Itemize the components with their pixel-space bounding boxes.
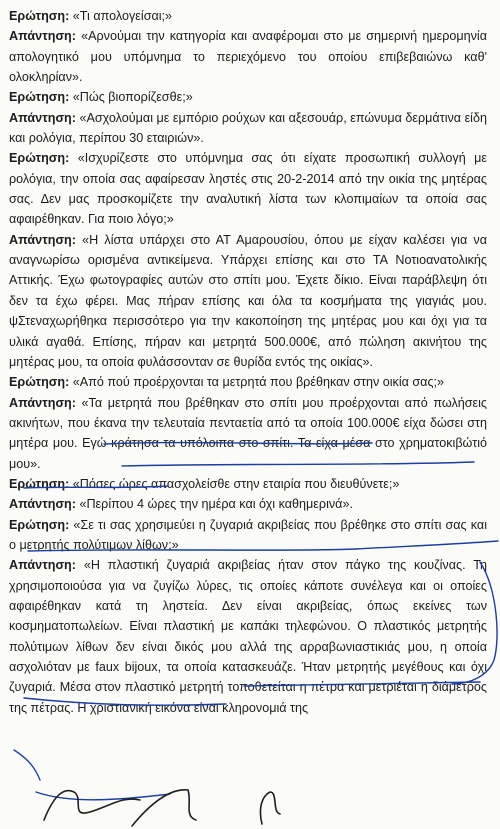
answer-paragraph — [9, 555, 487, 718]
question-label: Ερώτηση: — [9, 90, 70, 105]
question-text: «Τι απολογείσαι;» — [69, 9, 173, 23]
signature-mark — [44, 791, 140, 820]
question-paragraph — [9, 6, 487, 26]
answer-text: «Τα μετρητά που βρέθηκαν στο σπίτι μου προέρχονται από πωλήσεις ακινήτων, που έκανα την τελευταία πενταετία από τα οποία 100.000€ είχα δώσει στη μητέρα μου. Εγώ κράτησα τα υπόλοιπα στο σπίτι. Τα είχα μέσα στο χρηματοκιβώτιό μου». — [9, 395, 487, 471]
pen-margin-mark — [36, 792, 170, 800]
question-label: Ερώτηση: — [9, 375, 70, 390]
answer-text: «Ασχολούμαι με εμπόριο ρούχων και αξεσουάρ, επώνυμα δερμάτινα είδη και ρολόγια, περίπου 30 εταιριών». — [9, 110, 487, 146]
answer-label: Απάντηση: — [9, 110, 76, 125]
answer-text: «Η λίστα υπάρχει στο ΑΤ Αμαρουσίου, όπου με είχαν καλέσει για να αναγνωρίσω ορισμένα αντικείμενα. Υπάρχει επίσης και στο ΤΑ Νοτιοανατολικής Αττικής. Έχω φωτογραφίες αυτών στο σπίτι μου. Έχετε δίκιο. Είναι παράβλεψη ότι δεν τα έχω φέρει. Μας πήραν επίσης και όλα τα κοσμήματα της γιαγιάς μου. ψΣτεναχωρήθηκα περισσότερο για την κακοποίηση της μητέρας μου και όχι για τα υλικά αγαθά. Επίσης, πήραν και μετρητά 500.000€, από πώληση ακινήτου της μητέρας μου, τα οποία φυλάσσονταν σε θυρίδα εντός της οικίας». — [9, 232, 487, 369]
answer-paragraph — [9, 494, 487, 514]
answer-paragraph — [9, 393, 487, 474]
answer-label: Απάντηση: — [9, 29, 76, 44]
question-paragraph — [9, 515, 487, 556]
question-label: Ερώτηση: — [9, 9, 70, 23]
question-paragraph — [9, 474, 487, 494]
answer-paragraph — [9, 230, 487, 372]
answer-label: Απάντηση: — [9, 497, 76, 512]
question-paragraph — [9, 87, 487, 107]
question-text: «Από πού προέρχονται τα μετρητά που βρέθηκαν στην οικία σας;» — [69, 375, 445, 390]
signature-mark — [132, 790, 196, 826]
signature-mark — [260, 792, 280, 824]
question-paragraph — [9, 372, 487, 392]
question-text: «Σε τι σας χρησιμεύει η ζυγαριά ακριβείας που βρέθηκε στο σπίτι σας και ο μετρητής πολύτιμων λίθων;» — [9, 517, 487, 552]
pen-margin-mark — [14, 750, 40, 780]
question-label: Ερώτηση: — [9, 151, 70, 166]
answer-text: «Περίπου 4 ώρες την ημέρα και όχι καθημερινά». — [75, 497, 353, 512]
interrogation-transcript — [9, 6, 487, 718]
question-paragraph — [9, 148, 487, 229]
question-text: «Ισχυρίζεστε στο υπόμνημα σας ότι είχατε προσωπική συλλογή με ρολόγια, την οποία σας αφαίρεσαν ληστές στις 20-2-2014 από την οικία της μητέρας σας. Δεν μας προσκομίζετε την αναλυτική λίστα των κλοπιμαίων τα οποία σας αφαιρέθηκαν. Για ποιο λόγο;» — [9, 151, 487, 227]
answer-paragraph — [9, 108, 487, 149]
answer-label: Απάντηση: — [9, 558, 76, 573]
question-text: «Πόσες ώρες απασχολείσθε στην εταιρία που διευθύνετε;» — [69, 476, 400, 491]
answer-text: «Αρνούμαι την κατηγορία και αναφέρομαι στο με σημερινή ημερομηνία απολογητικό μου υπόμνημα το περιεχόμενο του οποίου επιβεβαιώνω καθ' ολοκληρίαν». — [9, 29, 487, 85]
answer-paragraph — [9, 26, 487, 87]
answer-text: «Η πλαστική ζυγαριά ακριβείας ήταν στον πάγκο της κουζίνας. Τη χρησιμοποιούσα για να ζυγίζω λύρες, τις οποίες κάποτε συνέλεγα και οι οποίες αφαιρέθηκαν κατά τη ληστεία. Δεν είναι ακριβείας, όπως εκείνες των κοσμηματοπωλείων. Είναι πλαστική με καπάκι τηλεφώνου. Ο πλαστικός μετρητής πολύτιμων λίθων δεν είναι δικός μου αλλά της αρραβωνιαστικιάς μου, η οποία ασχολιόταν με faux bijoux, τα οποία κατασκευάζε. Ήταν μετρητής μεγέθους και όχι ζυγαριά. Μέσα στον πλαστικό μετρητή τοποθετείται η πέτρα και μετριέται η διάμετρος της πέτρας. Η χριστιανική εικόνα είναι κληρονομιά της — [9, 558, 487, 715]
answer-label: Απάντηση: — [9, 395, 76, 410]
question-text: «Πώς βιοπορίζεσθε;» — [69, 90, 193, 105]
question-label: Ερώτηση: — [9, 517, 70, 532]
question-label: Ερώτηση: — [9, 476, 70, 491]
answer-label: Απάντηση: — [9, 232, 76, 247]
